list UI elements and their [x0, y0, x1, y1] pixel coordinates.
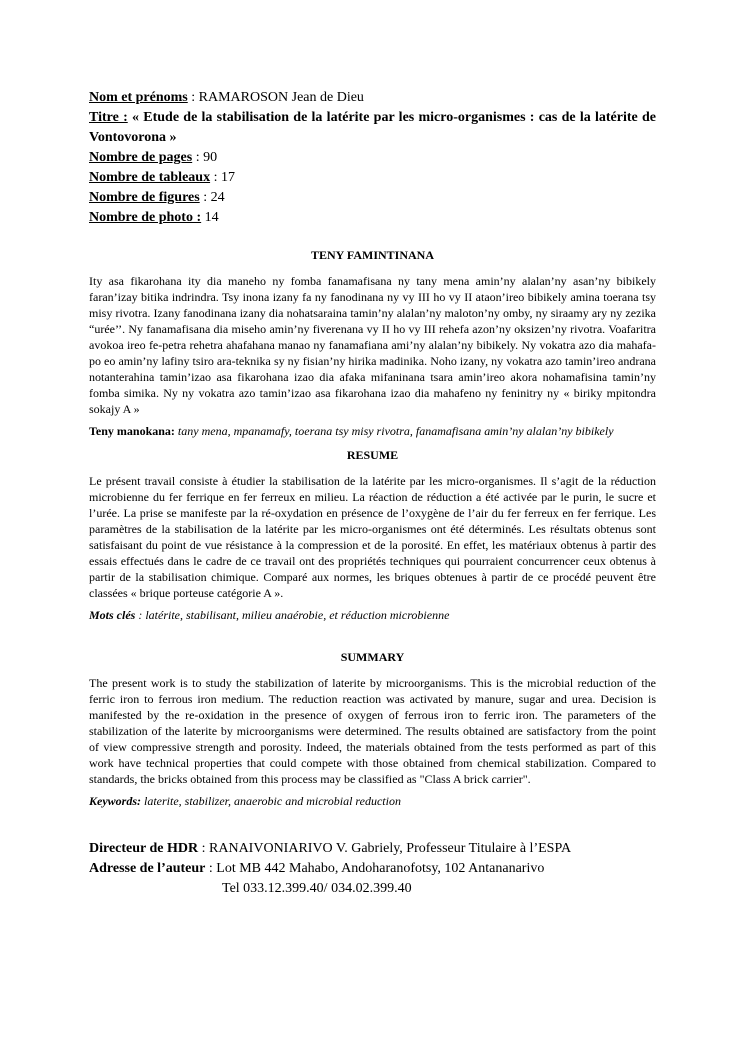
malagasy-heading: TENY FAMINTINANA	[311, 248, 434, 262]
malagasy-keywords	[89, 423, 656, 439]
malagasy-keywords-value: tany mena, mpanamafy, toerana tsy misy rivotra, fanamafisana amin’ny alalan’ny bibikely	[177, 424, 614, 438]
pages-count-line: Nombre de pages : 90	[89, 150, 218, 165]
english-keywords-value: laterite, stabilizer, anaerobic and microbial reduction	[144, 794, 401, 808]
english-keywords-label: Keywords:	[89, 794, 141, 808]
photo-count-line	[89, 208, 656, 228]
english-keywords	[89, 793, 656, 809]
tables-count-value: 17	[220, 170, 235, 185]
address-value: : Lot MB 442 Mahabo, Andoharanofotsy, 102 Antananarivo	[208, 861, 545, 876]
thesis-title-label: Titre :	[89, 110, 128, 125]
tables-count-line: Nombre de tableaux : 17	[89, 170, 235, 185]
english-abstract: The present work is to study the stabilization of laterite by microorganisms. This is the microbial reduction of the ferric iron to ferrous iron medium. The reduction reaction was activated by manure, sugar and urea. Decision is manifested by the re-oxidation in the presence of oxygen of ferrous iron to ferric iron. The parameters of the stabilization of the laterite by microorganisms were determined. The results obtained are satisfactory from the point of view compressive strength and porosity. Indeed, the materials obtained from the tests performed as part of this work have technical properties that could compete with those obtained from chemical stabilization. Compared to standards, the bricks obtained from this process may be classified as "Class A brick carrier".	[89, 676, 656, 786]
director-label: Directeur de HDR	[89, 841, 199, 856]
french-keywords	[89, 607, 656, 623]
author-line: Nom et prénoms : RAMAROSON Jean de Dieu	[89, 90, 364, 105]
french-keywords-value: : latérite, stabilisant, milieu anaérobie, et réduction microbienne	[138, 608, 450, 622]
pages-count-value: 90	[203, 150, 218, 165]
thesis-title-value: « Etude de la stabilisation de la latérite par les micro-organismes : cas de la latérite de Vontovorona »	[89, 110, 656, 145]
author-value: RAMAROSON Jean de Dieu	[198, 90, 364, 105]
english-heading: SUMMARY	[340, 650, 405, 664]
photo-count-label: Nombre de photo :	[89, 210, 202, 225]
thesis-title-line	[89, 108, 656, 148]
malagasy-abstract: Ity asa fikarohana ity dia maneho ny fomba fanamafisana ny tany mena amin’ny alalan’ny asan’ny bibikely faran’izay bitika indrindra. Tsy inona izany fa ny fanodinana ny vy III ho vy II ataon’ireo bibikely amina toerana tsy misy rivotra. Izany fanodinana izany dia nohatsaraina tamin’ny alalan’ny maloton’ny omby, ny siraamy ary ny zezika “urée’’. Ny fanamafisana dia miseho amin’ny fiverenana vy II ho vy III rehefa azon’ny oksizen’ny rivotra. Voafaritra avokoa ireo fe-petra rehetra ahafahana manao ny fanamafiana ami’ny alalan’ny bibikely. Ny vokatra azo dia mahafa-po eo amin’ny lafiny tsiro ara-teknika sy ny fisian’ny hirika madinika. Noho izany, ny vokatra azo tamin’ireo andrana notanterahina tamin’izao asa fikarohana izao dia afaka mifaninana tsara amin’ireo akora nohamafisina tamin’ny fomba simika. Ny ny vokatra azo tamin’izao asa fikarohana izao dia mahafeno ny feninitry ny « biriky mpitondra sokajy A »	[89, 274, 656, 416]
tables-count-label: Nombre de tableaux	[89, 170, 211, 185]
author-label: Nom et prénoms	[89, 90, 188, 105]
photo-count-value: 14	[204, 210, 219, 225]
director-value: : RANAIVONIARIVO V. Gabriely, Professeur Titulaire à l’ESPA	[201, 841, 572, 856]
director-line	[89, 839, 656, 859]
figures-count-label: Nombre de figures	[89, 190, 200, 205]
french-heading: RESUME	[346, 448, 399, 462]
french-abstract: Le présent travail consiste à étudier la stabilisation de la latérite par les micro-organismes. Il s’agit de la réduction microbienne du fer ferrique en fer ferreux en milieu. La réaction de réduction a été activée par le purin, le sucre et l’urée. La prise se manifeste par la ré-oxydation en présence de l’oxygène de l’air du fer ferreux en fer ferrique. Les paramètres de la stabilisation de la latérite par les micro-organismes ont été déterminés. Les résultats obtenus sont satisfaisant du point de vue résistance à la compression et de la porosité. En effet, les matériaux obtenus à partir des essais effectués dans le cadre de ce travail ont des propriétés techniques qui pourraient concurrencer ceux obtenus à partir de la stabilisation chimique. Comparé aux normes, les briques obtenues à partir de ce procédé peuvent être classées « brique porteuse catégorie A ».	[89, 474, 656, 600]
address-line	[89, 859, 656, 879]
address-label: Adresse de l’auteur	[89, 861, 206, 876]
telephone-line: Tel 033.12.399.40/ 034.02.399.40	[222, 881, 412, 896]
document-page	[89, 88, 656, 899]
french-keywords-label: Mots clés	[89, 608, 136, 622]
figures-count-value: 24	[210, 190, 225, 205]
pages-count-label: Nombre de pages	[89, 150, 193, 165]
malagasy-keywords-label: Teny manokana:	[89, 424, 175, 438]
figures-count-line: Nombre de figures : 24	[89, 190, 225, 205]
